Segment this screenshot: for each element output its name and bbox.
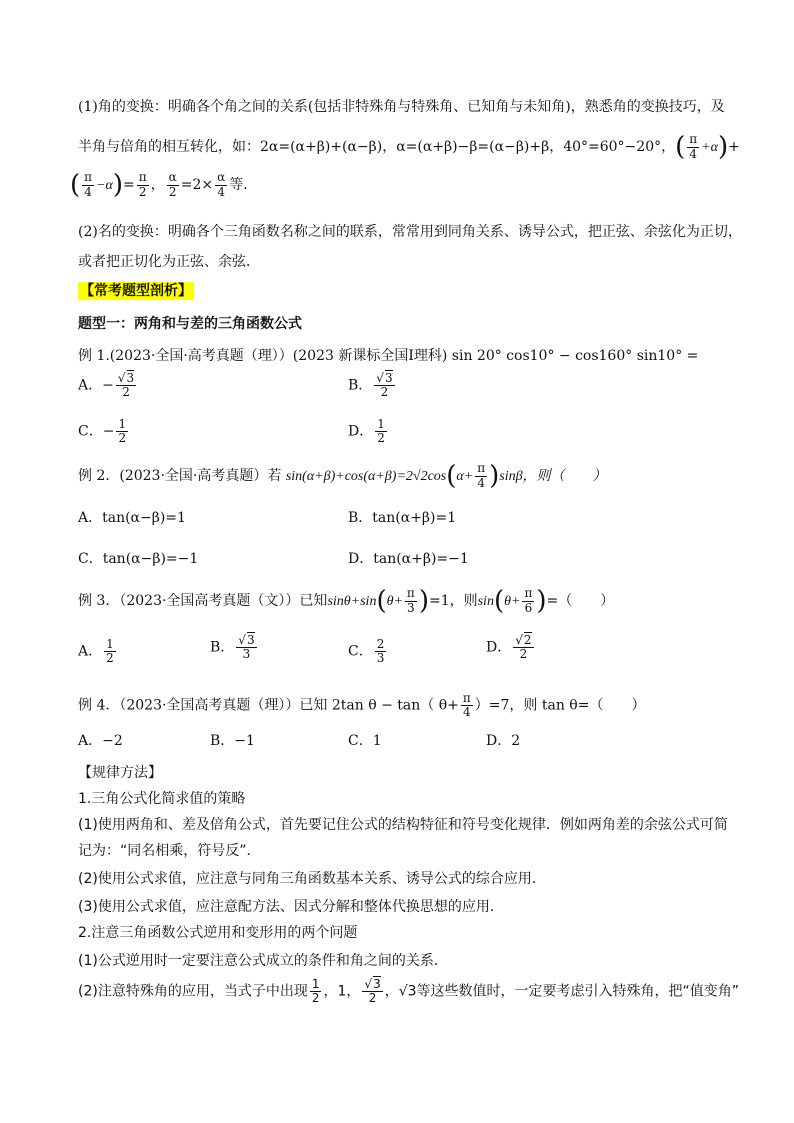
rules-line-8-pre: (2)注意特殊角的应用，当式子中出现	[78, 983, 308, 1000]
ex2-stem-pre: 例 2．(2023·全国·高考真题）若	[78, 468, 282, 484]
ex3-stem-mid: =1，则	[428, 593, 478, 609]
ex1-b-label: B．	[348, 377, 373, 394]
ex1-a-label: A．	[78, 377, 103, 394]
ex2-stem: 例 2．(2023·全国·高考真题）若 sin(α+β)+cos(α+β)=2√2cos(α+ $\frac{\pi}{4}$ )sinβ，则（ ）	[78, 461, 607, 491]
intro-line-3: ( $\frac{\pi}{4}$ −α)= $\frac{\pi}{2}$ ， $\frac{\alpha}{2}$ =2× $\frac{\alpha}{4}$ 等．	[70, 170, 258, 200]
ex4-stem: 例 4．（2023·全国高考真题（理））已知 2tan θ − tan（ θ+ $\frac{\pi}{4}$ ）=7，则 tan θ=（ ）	[78, 691, 646, 720]
ex1-option-b: B． $\frac{√3}{2}$	[348, 371, 393, 400]
ex2-tail: sinβ，则（ ）	[499, 469, 607, 484]
intro-line-2: 半角与倍角的相互转化，如：2α=(α+β)+(α−β)，α=(α+β)−β=(α−β)+β，40°=60°−20°，( $\frac{\pi}{4}$ +α)+	[78, 132, 740, 162]
intro-times: =2×	[180, 177, 214, 193]
section-title	[78, 280, 194, 300]
intro-para2-line2: 或者把正切化为正弦、余弦．	[78, 254, 260, 270]
rules-line-5: (3)使用公式求值，应注意配方法、因式分解和整体代换思想的应用．	[78, 899, 504, 915]
ex3-c-label: C．	[348, 643, 373, 660]
rules-line-8-mid: ，1，	[323, 983, 361, 1000]
rules-line-3: 记为：“同名相乘，符号反”．	[78, 843, 261, 859]
rules-line-2: (1)使用两角和、差及倍角公式，首先要记住公式的结构特征和符号变化规律．例如两角差的余弦公式可简	[78, 817, 728, 833]
ex3-option-a: A． $\frac{1}{2}$	[78, 637, 114, 666]
ex1-option-a: A．− $\frac{√3}{2}$	[78, 371, 135, 400]
ex3-b-label: B．	[210, 639, 235, 656]
ex4-option-a: A．−2	[78, 733, 123, 749]
ex3-a-label: A．	[78, 643, 103, 660]
ex2-option-b: B．tan(α+β)=1	[348, 510, 457, 526]
ex2-option-d: D．tan(α+β)=−1	[348, 551, 469, 567]
ex4-stem-pre: 例 4．（2023·全国高考真题（理））已知 2tan θ − tan（ θ+	[78, 697, 459, 714]
ex4-stem-tail: ）=7，则 tan θ=（ ）	[474, 697, 646, 714]
rules-line-7: (1)公式逆用时一定要注意公式成立的条件和角之间的关系．	[78, 953, 448, 969]
intro-line-2-text: 半角与倍角的相互转化，如：2α=(α+β)+(α−β)，α=(α+β)−β=(α−β)+β，40°=60°−20°，	[78, 139, 676, 155]
ex3-option-b: B． $\frac{√3}{3}$	[210, 633, 255, 662]
intro-etc: 等．	[229, 177, 258, 193]
section-title-text: 【常考题型剖析】	[80, 283, 192, 299]
intro-line-1: (1)角的变换：明确各个角之间的关系(包括非特殊角与特殊角、已知角与未知角)，熟悉角的变换技巧，及	[78, 99, 725, 115]
ex3-d-label: D．	[486, 639, 512, 656]
topic-title: 题型一：两角和与差的三角函数公式	[78, 316, 302, 332]
rules-line-8-tail: ，√3等这些数值时，一定要考虑引入特殊角，把“值变角”	[384, 983, 740, 1000]
ex2-option-c: C．tan(α−β)=−1	[78, 551, 199, 567]
ex1-c-label: C．	[78, 423, 103, 440]
ex3-option-c: C． $\frac{2}{3}$	[348, 637, 385, 666]
ex1-stem: 例 1.(2023·全国·高考真题（理））(2023 新课标全国Ⅰ理科) sin 20° cos10° − cos160° sin10° =	[78, 348, 699, 364]
rules-line-4: (2)使用公式求值，应注意与同角三角函数基本关系、诱导公式的综合应用．	[78, 871, 546, 887]
ex2-expr: sin(α+β)+cos(α+β)=2√2cos	[285, 469, 447, 484]
ex3-option-d: D． $\frac{√2}{2}$	[486, 633, 532, 662]
ex1-option-c: C．− $\frac{1}{2}$	[78, 417, 127, 446]
ex2-option-a: A．tan(α−β)=1	[78, 510, 186, 526]
ex4-option-d: D．2	[486, 733, 521, 749]
rules-line-1: 1.三角公式化简求值的策略	[78, 791, 246, 807]
ex4-option-b: B．−1	[210, 733, 255, 749]
ex3-stem-pre: 例 3．（2023·全国高考真题（文））已知	[78, 593, 328, 609]
ex3-stem-tail: =（ ）	[546, 593, 615, 609]
rules-title: 【规律方法】	[78, 765, 162, 781]
rules-line-6: 2.注意三角函数公式逆用和变形用的两个问题	[78, 925, 358, 941]
intro-para2-line1: (2)名的变换：明确各个三角函数名称之间的联系，常常用到同角关系、诱导公式，把正弦、余弦化为正切，	[78, 224, 742, 240]
intro-comma: ，	[150, 177, 165, 193]
ex3-stem: 例 3．（2023·全国高考真题（文））已知sinθ+sin(θ+ $\frac{\pi}{3}$ )=1，则sin(θ+ $\frac{\pi}{6}$ )=（ ）	[78, 586, 615, 616]
ex1-d-label: D．	[348, 423, 374, 440]
intro-eq: =	[123, 177, 135, 193]
ex1-option-d: D． $\frac{1}{2}$	[348, 417, 385, 446]
rules-line-8: (2)注意特殊角的应用，当式子中出现 $\frac{1}{2}$ ，1， $\frac{√3}{2}$ ，√3等这些数值时，一定要考虑引入特殊角，把“值变角”	[78, 977, 740, 1006]
ex4-option-c: C．1	[348, 733, 382, 749]
